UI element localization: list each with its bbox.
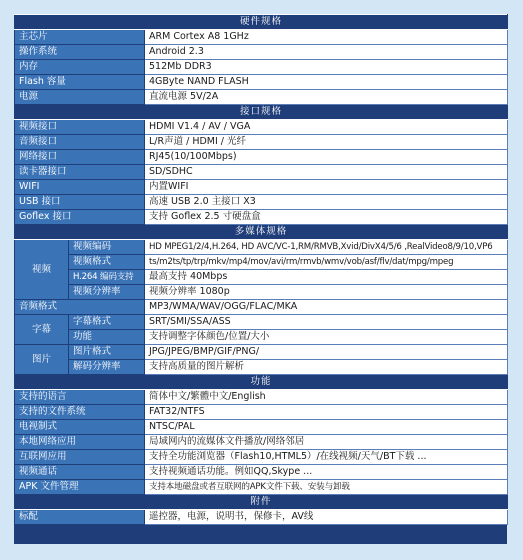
spec-row	[15, 165, 508, 180]
spec-label: 视频格式	[69, 255, 145, 270]
spec-label: 音频格式	[15, 300, 145, 315]
group-label-subtitle: 字幕	[15, 315, 69, 345]
spec-row	[15, 435, 508, 450]
spec-label: 功能	[69, 330, 145, 345]
spec-row	[15, 420, 508, 435]
spec-label: 视频分辨率	[69, 285, 145, 300]
section-header-hardware: 硬件规格	[15, 15, 508, 30]
spec-label: 字幕格式	[69, 315, 145, 330]
spec-label: USB 接口	[15, 195, 145, 210]
spec-row	[15, 45, 508, 60]
spec-value: HDMI V1.4 / AV / VGA	[145, 120, 508, 135]
spec-label: 主芯片	[15, 30, 145, 45]
spec-value: 4GByte NAND FLASH	[145, 75, 508, 90]
spec-value: 视频分辨率 1080p	[145, 285, 508, 300]
spec-row	[15, 405, 508, 420]
spec-label: 音频接口	[15, 135, 145, 150]
spec-row	[15, 150, 508, 165]
spec-label: 标配	[15, 510, 145, 525]
spec-label: 互联网应用	[15, 450, 145, 465]
spec-value: 512Mb DDR3	[145, 60, 508, 75]
spec-row	[15, 30, 508, 45]
spec-row	[15, 330, 508, 345]
spec-label: 解码分辨率	[69, 360, 145, 375]
spec-value: NTSC/PAL	[145, 420, 508, 435]
section-header-function: 功能	[15, 375, 508, 390]
spec-label: Flash 容量	[15, 75, 145, 90]
spec-row	[15, 300, 508, 315]
spec-row	[15, 360, 508, 375]
spec-table-frame	[14, 14, 507, 544]
spec-label: WIFI	[15, 180, 145, 195]
spec-row	[15, 255, 508, 270]
spec-label: H.264 编码支持	[69, 270, 145, 285]
spec-value: HD MPEG1/2/4,H.264, HD AVC/VC-1,RM/RMVB,Xvid/DivX4/5/6 ,RealVideo8/9/10,VP6	[145, 240, 508, 255]
spec-value: 简体中文/繁體中文/English	[145, 390, 508, 405]
spec-label: 电源	[15, 90, 145, 105]
section-header-multimedia: 多媒体规格	[15, 225, 508, 240]
spec-value: 支持视频通话功能。例如QQ,Skype ...	[145, 465, 508, 480]
spec-value: 支持高质量的图片解析	[145, 360, 508, 375]
spec-value: 支持全功能浏览器（Flash10,HTML5）/在线视频/天气/BT下载 ...	[145, 450, 508, 465]
spec-row	[15, 195, 508, 210]
spec-value: SRT/SMI/SSA/ASS	[145, 315, 508, 330]
spec-row	[15, 60, 508, 75]
spec-row	[15, 450, 508, 465]
spec-label: 视频通话	[15, 465, 145, 480]
spec-label: 图片格式	[69, 345, 145, 360]
spec-label: 读卡器接口	[15, 165, 145, 180]
group-label-picture: 图片	[15, 345, 69, 375]
spec-row	[15, 135, 508, 150]
spec-row	[15, 75, 508, 90]
spec-value: ts/m2ts/tp/trp/mkv/mp4/mov/avi/rm/rmvb/wmv/vob/asf/flv/dat/mpg/mpeg	[145, 255, 508, 270]
spec-label: Goflex 接口	[15, 210, 145, 225]
spec-row	[15, 465, 508, 480]
spec-row	[15, 210, 508, 225]
spec-value: 高速 USB 2.0 主接口 X3	[145, 195, 508, 210]
spec-value: JPG/JPEG/BMP/GIF/PNG/	[145, 345, 508, 360]
spec-row	[15, 285, 508, 300]
spec-row	[15, 240, 508, 255]
spec-label: 视频接口	[15, 120, 145, 135]
spec-row	[15, 315, 508, 330]
spec-label: 内存	[15, 60, 145, 75]
spec-table	[14, 14, 508, 525]
section-header-accessory: 附件	[15, 495, 508, 510]
spec-row	[15, 120, 508, 135]
spec-label: 操作系统	[15, 45, 145, 60]
spec-value: 支持 Goflex 2.5 寸硬盘盒	[145, 210, 508, 225]
spec-label: 电视制式	[15, 420, 145, 435]
spec-value: 内置WIFI	[145, 180, 508, 195]
spec-label: 网络接口	[15, 150, 145, 165]
spec-row	[15, 270, 508, 285]
spec-row	[15, 180, 508, 195]
spec-value: 直流电源 5V/2A	[145, 90, 508, 105]
spec-value: 局域网内的流媒体文件播放/网络邻居	[145, 435, 508, 450]
spec-value: ARM Cortex A8 1GHz	[145, 30, 508, 45]
spec-row	[15, 480, 508, 495]
spec-row	[15, 345, 508, 360]
group-label-video: 视频	[15, 240, 69, 300]
spec-value: L/R声道 / HDMI / 光纤	[145, 135, 508, 150]
spec-label: APK 文件管理	[15, 480, 145, 495]
spec-label: 视频编码	[69, 240, 145, 255]
spec-value: SD/SDHC	[145, 165, 508, 180]
spec-label: 本地网络应用	[15, 435, 145, 450]
spec-value: FAT32/NTFS	[145, 405, 508, 420]
spec-label: 支持的文件系统	[15, 405, 145, 420]
spec-value: 最高支持 40Mbps	[145, 270, 508, 285]
section-header-interface: 接口规格	[15, 105, 508, 120]
spec-value: Android 2.3	[145, 45, 508, 60]
spec-value: 支持本地磁盘或者互联网的APK文件下载、安装与卸载	[145, 480, 508, 495]
spec-value: MP3/WMA/WAV/OGG/FLAC/MKA	[145, 300, 508, 315]
spec-value: 支持调整字体颜色/位置/大小	[145, 330, 508, 345]
spec-value: RJ45(10/100Mbps)	[145, 150, 508, 165]
spec-value: 遥控器，电源，说明书，保修卡，AV线	[145, 510, 508, 525]
spec-row	[15, 510, 508, 525]
spec-row	[15, 90, 508, 105]
spec-row	[15, 390, 508, 405]
spec-label: 支持的语言	[15, 390, 145, 405]
